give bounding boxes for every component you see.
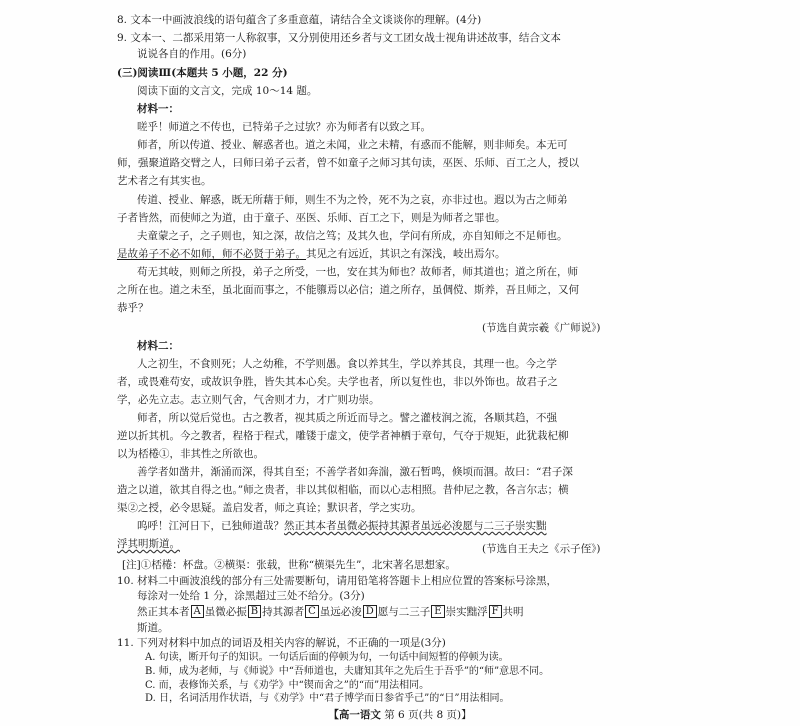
- wavy-underlined-sentence: 是故弟子不必不如师，师不必贤于弟子。: [117, 248, 306, 260]
- material-2-wavy-line: [137, 519, 547, 533]
- material-1-line: 师者，所以传道、授业、解惑者也。道之未闻，业之未精，有惑而不能解，则非师矣。本无可: [137, 139, 568, 151]
- question-11-option-a[interactable]: A. 句读，断开句子的知识。一句话后面的停顿为句，一句话中间短暂的停顿为读。: [145, 652, 509, 663]
- question-10-tail: 斯道。: [137, 622, 169, 634]
- material-1-line: 苟无其岐，则师之所投，弟子之所受，一也，安在其为师也？故师者，师其道也；道之所在，师: [137, 266, 578, 278]
- material-2-line: 以为桮棬①，非其性之所欲也。: [117, 448, 264, 460]
- material-1-line-tail: 其见之有远近，其识之有深浅，岐出焉尔。: [306, 248, 506, 260]
- footer-page-number: 第 6 页(共 8 页)】: [384, 709, 472, 721]
- material-1-line: 子者皆然，而使师之为道，由于童子、巫医、乐师、百工之下，则是为师者之罪也。: [117, 212, 506, 224]
- wavy-underlined-passage-end: 浮其明斯道。: [117, 538, 180, 550]
- question-10-line1: 10. 材料二中画波浪线的部分有三处需要断句，请用铅笔将答题卡上相应位置的答案标号涂黑，: [117, 575, 558, 587]
- material-1-line: 之所在也。道之未至，虽北面而事之，不能隳焉以必信；道之所存，虽倜傥、斯养，吾且师之，又何: [117, 284, 579, 296]
- segment: 虽微必振: [204, 606, 247, 618]
- material-2-line: 人之初生，不食则死；人之幼稚，不学则愚。食以养其生，学以养其良，其理一也。今之学: [137, 358, 557, 370]
- material-2-line: 学，必先立志。志立则气舍，气舍则才力，才广则功崇。: [117, 394, 380, 406]
- material-1-line: 师，强聚道路交臂之人，曰师曰弟子云者，曾不如童子之师习其句读，巫医、乐师、百工之人，授以: [117, 157, 579, 169]
- page-footer: [0, 708, 800, 722]
- question-10-line2: 每涂对一处给 1 分，涂黑超过三处不给分。(3分): [137, 590, 365, 602]
- material-2-line-head: 呜呼！江河日下，已独师道哉？: [137, 520, 284, 532]
- question-10-options: [137, 605, 524, 619]
- material-1-source: (节选自黄宗羲《广师说》): [482, 322, 601, 334]
- question-11-option-d[interactable]: D. 日，名词活用作状语，与《劝学》中“君子博学而日参省乎己”的“日”用法相同。: [145, 693, 510, 704]
- question-8: 8. 文本一中画波浪线的语句蕴含了多重意蕴，请结合全文谈谈你的理解。(4分): [117, 14, 482, 26]
- material-1-line: 恭乎？: [117, 302, 149, 314]
- footer-subject: 【高一语文: [328, 709, 381, 721]
- material-1-line: 艺术者之有其实也。: [117, 175, 212, 187]
- answer-label-b[interactable]: B: [248, 605, 261, 618]
- question-9-line2: 说说各自的作用。(6分): [137, 48, 247, 60]
- material-1-label: 材料一：: [137, 103, 179, 115]
- answer-label-c[interactable]: C: [305, 605, 319, 618]
- material-2-line: 造之以道，欲其自得之也。”师之贵者，非以其似相临，而以心志相照。昔仲尼之教，各言尔志；横: [117, 484, 569, 496]
- segment: 然正其本者: [137, 606, 190, 618]
- material-2-line: 者，或畏难苟安，或故识争胜，皆失其本心矣。夫学也者，所以复性也，非以外饰也。故君子之: [117, 376, 558, 388]
- material-2-line: 师者，所以觉后觉也。古之教者，视其质之所近而导之。譬之灌枝润之流，各顺其趋，不强: [137, 412, 557, 424]
- material-2-source: (节选自王夫之《示子侄》): [482, 543, 601, 555]
- segment: 愿与二三子: [377, 606, 431, 618]
- segment: 共明: [502, 606, 524, 618]
- wavy-underlined-passage: 然正其本者虽微必振持其源者虽远必浚愿与二三子崇实黜: [284, 520, 547, 532]
- answer-label-e[interactable]: E: [431, 605, 444, 618]
- question-9-line1: 9. 文本一、二都采用第一人称叙事，又分别使用还乡者与文工团女战士视角讲述故事，结合文本: [117, 32, 561, 44]
- answer-label-f[interactable]: F: [489, 605, 502, 618]
- material-2-wavy-line-2: [117, 537, 180, 551]
- question-11-option-b[interactable]: B. 师，成为老师，与《师说》中“吾师道也，夫庸知其年之先后生于吾乎”的“师”意思不同。: [145, 666, 550, 677]
- material-1-line: 嗟乎！师道之不传也，已特弟子之过欤？亦为师者有以致之耳。: [137, 121, 431, 133]
- question-11-option-c[interactable]: C. 而，表修饰关系，与《劝学》中“锲而舍之”的“而”用法相同。: [145, 680, 430, 691]
- segment: 持其源者: [262, 606, 305, 618]
- section-3-instruction: 阅读下面的文言文，完成 10～14 题。: [137, 85, 318, 97]
- material-2-line: 渠②之授，必令思疑。盖启发者，师之真诠；默识者，学之实功。: [117, 502, 422, 514]
- answer-label-a[interactable]: A: [191, 605, 204, 618]
- material-1-line: 传道、授业、解惑，既无所藉于师，则生不为之怜，死不为之哀，亦非过也。遐以为古之师弟: [137, 194, 568, 206]
- material-2-line: 逆以折其机。今之教者，程格于程式，雕镂于虚文，使学者神栖于章句，气夺于规矩，此犹栽杞柳: [117, 430, 569, 442]
- material-1-wavy-line: [117, 247, 506, 261]
- section-3-heading: (三)阅读Ⅲ(本题共 5 小题，22 分): [117, 67, 288, 79]
- question-11-stem: 11. 下列对材料中加点的词语及相关内容的解说，不正确的一项是(3分): [117, 637, 446, 649]
- answer-label-d[interactable]: D: [363, 605, 377, 618]
- material-2-line: 善学者如凿井，渐涌而深，得其自至；不善学者如奔湍，激石暂鸣，倏顷而涸。故曰：“君子深: [137, 466, 573, 478]
- segment: 虽远必浚: [319, 606, 362, 618]
- segment: 崇实黜浮: [445, 606, 488, 618]
- material-2-label: 材料二：: [137, 340, 179, 352]
- annotation-note: [注]①桮棬：杯盘。②横渠：张载，世称“横渠先生”，北宋著名思想家。: [122, 559, 456, 571]
- material-1-line: 夫童蒙之子，之子则也，知之深，故信之笃；及其久也，学问有所成，亦自知师之不足师也。: [137, 230, 568, 242]
